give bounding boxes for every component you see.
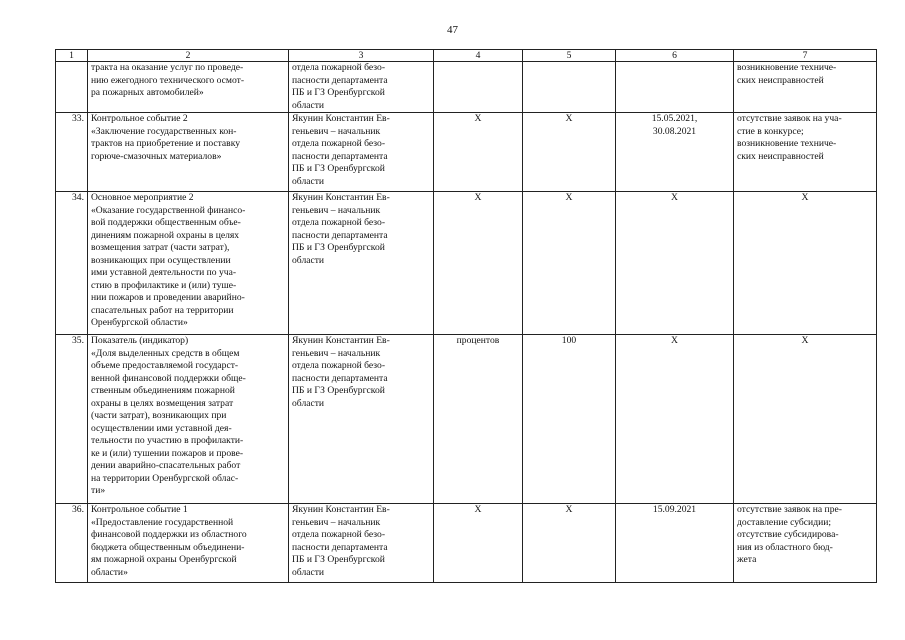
column-header: 6: [616, 50, 734, 62]
unit-cell: [434, 62, 523, 113]
responsible-person: Якунин Константин Ев- геньевич – начальник отдела пожарной безо- пасности департамента ПБ и ГЗ Оренбургской области: [289, 192, 434, 335]
table-row: [56, 113, 877, 192]
date-cell: 15.05.2021, 30.08.2021: [616, 113, 734, 192]
unit-cell: Х: [434, 192, 523, 335]
responsible-person: Якунин Константин Ев- геньевич – начальник отдела пожарной безо- пасности департамента ПБ и ГЗ Оренбургской области: [289, 504, 434, 583]
responsible-person: Якунин Константин Ев- геньевич – начальник отдела пожарной безо- пасности департамента ПБ и ГЗ Оренбургской области: [289, 335, 434, 504]
date-cell: [616, 62, 734, 113]
column-header: 2: [88, 50, 289, 62]
value-cell: Х: [523, 504, 616, 583]
date-cell: 15.09.2021: [616, 504, 734, 583]
column-header: 1: [56, 50, 88, 62]
date-cell: Х: [616, 192, 734, 335]
measure-name: Показатель (индикатор) «Доля выделенных средств в общем объеме предоставляемой государст- венной финансовой поддержки обще- ственным объединениям пожарной охраны в целях возмещения затрат (части затрат), возникающих при осуществлении ими уставной дея- тельности по участию в профилакти- ке и (или) тушении пожаров и прове- дении аварийно-спасательных работ на территории Оренбургской облас- ти»: [88, 335, 289, 504]
table-row: [56, 504, 877, 583]
risk-cell: Х: [734, 335, 877, 504]
unit-cell: процентов: [434, 335, 523, 504]
row-number: 33.: [56, 113, 88, 192]
table-header-row: [56, 50, 877, 62]
value-cell: Х: [523, 113, 616, 192]
row-number: 36.: [56, 504, 88, 583]
row-number: 34.: [56, 192, 88, 335]
value-cell: Х: [523, 192, 616, 335]
responsible-person: отдела пожарной безо- пасности департамента ПБ и ГЗ Оренбургской области: [289, 62, 434, 113]
document-table: [55, 49, 877, 583]
unit-cell: Х: [434, 113, 523, 192]
row-number: [56, 62, 88, 113]
unit-cell: Х: [434, 504, 523, 583]
risk-cell: Х: [734, 192, 877, 335]
table-row: [56, 192, 877, 335]
risk-cell: отсутствие заявок на уча- стие в конкурсе; возникновение техниче- ских неисправностей: [734, 113, 877, 192]
value-cell: [523, 62, 616, 113]
risk-cell: отсутствие заявок на пре- доставление субсидии; отсутствие субсидирова- ния из областного бюд- жета: [734, 504, 877, 583]
risk-cell: возникновение техниче- ских неисправностей: [734, 62, 877, 113]
column-header: 3: [289, 50, 434, 62]
row-number: 35.: [56, 335, 88, 504]
measure-name: Контрольное событие 2 «Заключение государственных кон- трактов на приобретение и поставку горюче-смазочных материалов»: [88, 113, 289, 192]
measure-name: Контрольное событие 1 «Предоставление государственной финансовой поддержки из областного бюджета общественным объединени- ям пожарной охраны Оренбургской области»: [88, 504, 289, 583]
page-number: 47: [447, 24, 458, 36]
column-header: 5: [523, 50, 616, 62]
responsible-person: Якунин Константин Ев- геньевич – начальник отдела пожарной безо- пасности департамента ПБ и ГЗ Оренбургской области: [289, 113, 434, 192]
table-row: [56, 335, 877, 504]
date-cell: Х: [616, 335, 734, 504]
measure-name: Основное мероприятие 2 «Оказание государственной финансо- вой поддержки общественным объе- динениям пожарной охраны в целях возмещения затрат (части затрат), возникающих при осуществлении ими уставной деятельности по уча- стию в профилактике и (или) туше- нии пожаров и проведении аварийно- спасательных работ на территории Оренбургской области»: [88, 192, 289, 335]
value-cell: 100: [523, 335, 616, 504]
column-header: 7: [734, 50, 877, 62]
measure-name: тракта на оказание услуг по проведе- нию ежегодного технического осмот- ра пожарных автомобилей»: [88, 62, 289, 113]
column-header: 4: [434, 50, 523, 62]
table-row: [56, 62, 877, 113]
